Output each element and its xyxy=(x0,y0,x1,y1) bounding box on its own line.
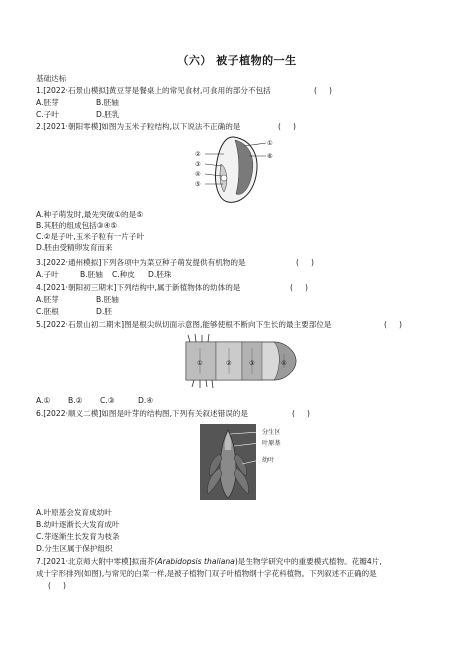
q5-answer-paren: ( ) xyxy=(384,320,402,329)
q6-label-meristem: 分生区 xyxy=(262,429,281,436)
q5-label-3: ③ xyxy=(249,360,255,367)
page-title: （六） 被子植物的一生 xyxy=(177,54,297,67)
q6-option-d: D.分生区属于保护组织 xyxy=(36,544,113,553)
q4-option-b: B.胚轴 xyxy=(96,295,119,304)
q5-label-4: ④ xyxy=(281,360,287,367)
q7-line-1-pre: 7.[2021·北京师大附中零模]拟南芥( xyxy=(36,557,158,566)
q6-label-leaf-primordium: 叶原基 xyxy=(262,440,281,447)
q3-answer-paren: ( ) xyxy=(296,258,314,267)
q2-label-5: ⑥ xyxy=(267,153,273,160)
q1-answer-paren: ( ) xyxy=(314,86,332,95)
q2-label-4: ⑤ xyxy=(195,181,201,188)
corn-kernel-figure xyxy=(194,134,284,206)
q2-option-d: D.胚由受精卵发育而来 xyxy=(36,243,113,252)
q5-option-a: A.① xyxy=(36,396,51,405)
q7-answer-paren: ( ) xyxy=(48,581,66,590)
q1-option-d: D.胚乳 xyxy=(96,110,120,119)
q5-option-d: D.④ xyxy=(138,396,154,405)
q2-label-0: ① xyxy=(267,140,273,147)
q4-option-d: D.胚 xyxy=(96,307,112,316)
q2-option-b: B.其胚的组成包括③④⑤ xyxy=(36,221,118,230)
q3-option-a: A.子叶 xyxy=(36,270,59,279)
q7-species-name: Arabidopsis thaliana xyxy=(157,557,235,566)
q3-option-c: C.种皮 xyxy=(112,270,135,279)
q4-option-c: C.胚根 xyxy=(36,307,59,316)
q6-stem: 6.[2022·顺义二模]如图是叶芽的结构图,下列有关叙述错误的是 xyxy=(36,409,248,418)
q7-line-1 xyxy=(36,557,382,567)
q1-option-b: B.胚轴 xyxy=(96,98,119,107)
q2-label-1: ② xyxy=(195,151,201,158)
q6-option-a: A.叶原基会发育成幼叶 xyxy=(36,508,112,517)
q5-label-1: ① xyxy=(197,360,203,367)
q2-label-2: ③ xyxy=(195,161,201,168)
q5-option-c: C.③ xyxy=(100,396,115,405)
leaf-bud-figure xyxy=(200,424,312,500)
q1-option-c: C.子叶 xyxy=(36,110,59,119)
q5-stem: 5.[2022·石景山初二期末]图是根尖纵切面示意图,能够使根不断向下生长的最主要部位是 xyxy=(36,320,332,329)
q4-stem: 4.[2021·朝阳初三期末]下列结构中,属于新植物体的幼体的是 xyxy=(36,283,241,292)
q1-option-a: A.胚芽 xyxy=(36,98,59,107)
q4-option-a: A.胚芽 xyxy=(36,295,59,304)
q2-stem: 2.[2021·朝阳零模]如图为玉米子粒结构,以下说法不正确的是 xyxy=(36,122,241,131)
q1-stem: 1.[2022·石景山模拟]黄豆芽是餐桌上的常见食材,可食用的部分不包括 xyxy=(36,86,271,95)
q3-option-b: B.胚轴 xyxy=(80,270,103,279)
q6-option-b: B.幼叶逐渐长大发育成叶 xyxy=(36,520,120,529)
q5-label-2: ② xyxy=(226,360,232,367)
q6-label-young-leaf: 幼叶 xyxy=(262,457,275,464)
q6-option-c: C.芽逐渐生长发育为枝条 xyxy=(36,532,120,541)
q7-line-2: 成十字形排列(如图),与常见的白菜一样,是被子植物门双子叶植物纲十字花科植物。下列叙述不正确的是 xyxy=(36,569,377,578)
q3-option-d: D.胚珠 xyxy=(148,270,172,279)
q4-answer-paren: ( ) xyxy=(290,283,308,292)
q2-option-a: A.种子萌发时,最先突破①的是⑤ xyxy=(36,210,144,219)
section-heading: 基础达标 xyxy=(36,74,67,83)
q3-stem: 3.[2022·通州模拟]下列各项中为菜豆种子萌发提供有机物的是 xyxy=(36,258,246,267)
q2-option-c: C.②是子叶,玉米子粒有一片子叶 xyxy=(36,232,145,241)
root-tip-figure xyxy=(180,334,300,388)
q2-label-3: ④ xyxy=(195,171,201,178)
q6-answer-paren: ( ) xyxy=(292,409,310,418)
q2-answer-paren: ( ) xyxy=(278,122,296,131)
q7-line-1-post: )是生物学研究中的重要模式植物。花瓣4片, xyxy=(234,557,382,566)
q5-option-b: B.② xyxy=(68,396,83,405)
